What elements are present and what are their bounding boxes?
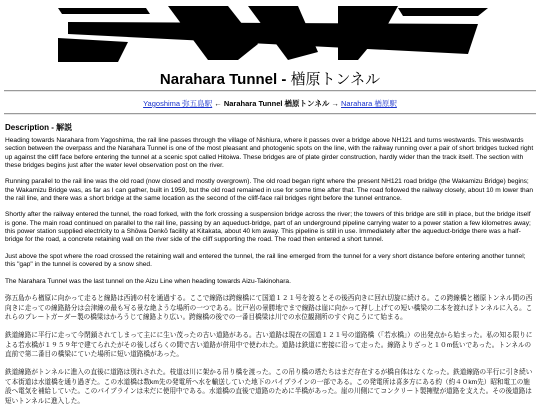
next-station-link[interactable]: Narahara 楢原駅 <box>341 99 397 108</box>
paragraph: Running parallel to the rail line was the old road (now closed and mostly overgrown). The old road began right where the present NH121 road bridge (the Wakamizu Bridge) begins; the Wakamizu Bridge was, as far as I can gather, built in 1959, but the old road remained in use for some time after that. The road followed the railway closely, about 10 m lower than the rail line, and there was a short bridge at the same location as the second of the cliff-face rail bridges right before the tunnel entrance. <box>5 178 534 202</box>
paragraph-jp: 鉄道線路に平行に走って今閉鎖されてしまって主にに生い茂ったの古い道路がある。古い道路は現在の国道１２１号の道路橋（「若水橋」）の出発点から始まった。私の知る限りによる若水橋が１９５９年で建てられたがその後しばらくの間で古い道路が併用中で使われた。道路は鉄道に密接に沿って走った。線路よりざっと１０m低いであった。トンネルの直前で第二番目の橋梁にていた場所に短い道路橋があった。 <box>5 332 533 359</box>
nav-arrow-left: ← <box>212 99 224 108</box>
current-location: Narahara Tunnel 楢原トンネル <box>223 99 330 108</box>
page-title <box>0 68 540 89</box>
prev-station-link[interactable]: Yagoshima 弥五島駅 <box>143 99 213 108</box>
description-body <box>5 137 535 415</box>
paragraph-jp: 鉄道線路がトンネルに進入の直後に道路は別れされた。枝道は川に架かる吊り橋を渡った。この吊り橋の塔たちはまだ存在するが橋自体はなくなった。鉄道線路の平行に引き続いて本街道は水道橋を通り過ぎた。この水道橋は数km先の発電所へ水を輸送していた地下のパイプラインの一部である。この発電所は喜多方にある約（約４０km先）昭和電工の施設へ電気を補給していた。このパイプラインは未だに使用中である。水道橋の直後で道路のために半橋があった。崖の川側にてコンクリート製擁壁が道路を支えた。その後道路は短いトンネルに進入した。 <box>5 369 533 405</box>
paragraph: Just above the spot where the road crossed the retaining wall and entered the tunnel, the rail line emerged from the tunnel for a very short distance before entering another tunnel; this "gap" in the tunnel is covered by a snow shed. <box>5 252 526 269</box>
page-title-en: Narahara Tunnel - <box>159 71 291 88</box>
breadcrumb <box>0 98 540 109</box>
divider <box>4 90 536 92</box>
section-heading: Description - 解説 <box>5 123 73 132</box>
jnr-logo <box>58 4 490 64</box>
paragraph-jp: 弥五島から楢原に向かって走ると線路は西浦の村を通過する。ここで線路は跨線橋にて国道１２１号を渡るとその後西向きに回れ切旋に続ける。この跨線橋と楢原トンネル間の西向きに走っての線路路分は会津線の最も写る景な絶ような場所の一つである。比戸岩の景勝地でまで線路は崖に向かって押し上げての短い橋梁の二本を渡ればトンネルに入る。これらのプレートガーダー製の橋梁はかろうじて線路より広い。跨線橋の後での一番目橋梁は川での水位観測所のすぐ向こうにて始まる。 <box>5 295 533 322</box>
page-title-jp: 楢原トンネル <box>290 71 381 88</box>
paragraph: Shortly after the railway entered the tunnel, the road forked, with the fork crossing a suspension bridge across the river; the towers of this bridge are still in place, but the bridge itself is gone. The main road continued on parallel to the rail line, passing by an aqueduct-bridge, part of an underground pipeline carrying water to a power station a few kilometres away; this power station supplied electricity to a Shōwa Denkō facility at Kitakata, about 40 km away. This pipeline is still in use. Immediately after the aqueduct-bridge there was a half-bridge for the road, a concrete retaining wall on the river side of the cliff supporting the road. The road then entered a short tunnel. <box>5 211 531 244</box>
nav-arrow-right: → <box>329 99 342 108</box>
paragraph: The Narahara Tunnel was the last tunnel on the Aizu Line when heading towards Aizu-Takinohara. <box>5 277 291 285</box>
paragraph: Heading towards Narahara from Yagoshima, the rail line passes through the village of Nishiura, where it passes over a bridge above NH121 and turns westwards. This westwards section between the overpass and the Narahara Tunnel is one of the most pleasant and photogenic spots on the line, with the railway running over a pair of short bridges tucked right up against the cliff face before entering the tunnel at a scenic spot called Hitoiwa. These bridges are of plate girder construction, hardly wider than the track itself. The section with these bridges begins just after the water level observation post on the river. <box>5 137 534 169</box>
divider <box>4 113 536 115</box>
